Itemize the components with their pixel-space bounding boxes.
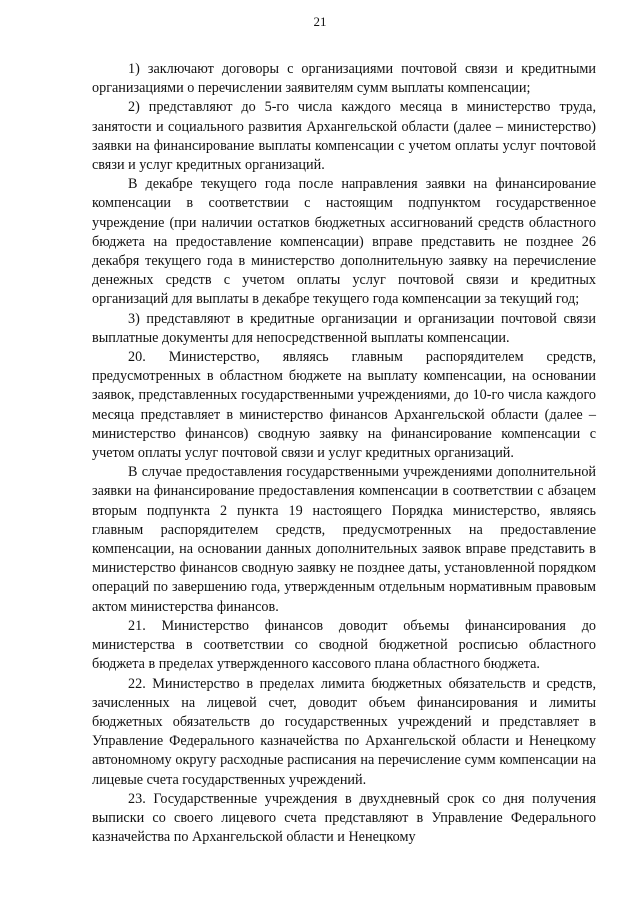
paragraph-december-request: В декабре текущего года после направления заявки на финансирование компенсации в соответствии с настоящим подпунктом государственное учреждение (при наличии остатков бюджетных ассигнований средств областного бюджета на предоставление компенсации) вправе представить не позднее 26 декабря текущего года в министерство дополнительную заявку на перечисление денежных средств с учетом оплаты услуг почтовой связи и кредитных организаций для выплаты в декабре текущего года компенсации за текущий год; <box>92 176 596 308</box>
paragraph-subpoint-3: 3) представляют в кредитные организации и организации почтовой связи выплатные документы для непосредственной выплаты компенсации. <box>92 310 596 346</box>
paragraph-subpoint-2: 2) представляют до 5-го числа каждого месяца в министерство труда, занятости и социального развития Архангельской области (далее – министерство) заявки на финансирование выплаты компенсации с учетом оплаты услуг почтовой связи и услуг кредитных организаций. <box>92 99 596 174</box>
paragraph-clause-20: 20. Министерство, являясь главным распорядителем средств, предусмотренных в областном бюджете на выплату компенсации, на основании заявок, представленных государственными учреждениями, до 10-го числа каждого месяца представляет в министерство финансов Архангельской области (далее – министерство финансов) сводную заявку на финансирование компенсации с учетом оплаты услуг почтовой связи и услуг кредитных организаций. <box>92 349 596 462</box>
document-body <box>92 60 596 847</box>
paragraph-subpoint-1: 1) заключают договоры с организациями почтовой связи и кредитными организациями о перечислении заявителям сумм выплаты компенсации; <box>92 61 596 97</box>
paragraph-clause-23: 23. Государственные учреждения в двухдневный срок со дня получения выписки со своего лицевого счета представляют в Управление Федерального казначейства по Архангельской области и Ненецкому <box>92 790 596 846</box>
paragraph-additional-request: В случае предоставления государственными учреждениями дополнительной заявки на финансирование предоставления компенсации в соответствии с абзацем вторым подпункта 2 пункта 19 настоящего Порядка министерство, являясь главным распорядителем средств, предусмотренных на предоставление компенсации, на основании данных дополнительных заявок вправе представить в министерство финансов сводную заявку не позднее даты, установленной порядком операций по завершению года, утвержденным отдельным нормативным правовым актом министерства финансов. <box>92 464 596 615</box>
paragraph-clause-21: 21. Министерство финансов доводит объемы финансирования до министерства в соответствии со сводной бюджетной росписью областного бюджета в пределах утвержденного кассового плана областного бюджета. <box>92 617 596 673</box>
page-number: 21 <box>313 14 327 29</box>
paragraph-clause-22: 22. Министерство в пределах лимита бюджетных обязательств и средств, зачисленных на лицевой счет, доводит объем финансирования и лимиты бюджетных обязательств до государственных учреждений и представляет в Управление Федерального казначейства по Архангельской области и Ненецкому автономному округу расходные расписания на перечисление сумм компенсации на лицевые счета государственных учреждений. <box>92 675 596 788</box>
